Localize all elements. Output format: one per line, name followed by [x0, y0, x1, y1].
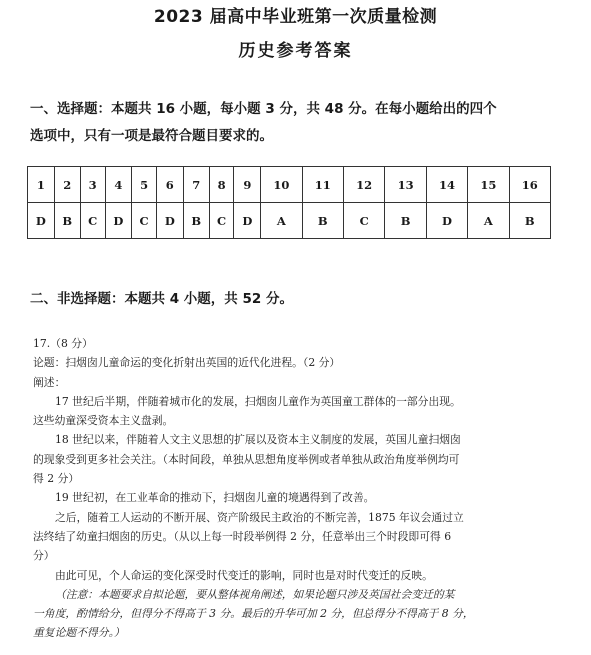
answer-letter: D — [28, 203, 55, 239]
question-number-row — [28, 167, 551, 203]
q17-paragraph-line: 17 世纪后半期，伴随着城市化的发展，扫烟囱儿童作为英国童工群体的一部分出现。 — [55, 394, 461, 408]
question-number: 9 — [234, 167, 261, 203]
q17-paragraph-line: 法终结了幼童扫烟囱的历史。（从以上每一时段举例得 2 分，任意举出三个时段即可得 6 — [33, 529, 452, 543]
q17-paragraph-line: 这些幼童深受资本主义盘剥。 — [33, 414, 174, 428]
answer-letter: B — [385, 203, 426, 239]
question-number: 14 — [426, 167, 467, 203]
question-number: 10 — [261, 167, 302, 203]
answer-letter: A — [468, 203, 509, 239]
q17-paragraph-line: 得 2 分） — [33, 472, 80, 486]
section1-heading-line2: 选项中，只有一项是最符合题目要求的。 — [30, 128, 273, 144]
q17-conclusion: 由此可见，个人命运的变化深受时代变迁的影响，同时也是对时代变迁的反映。 — [55, 568, 433, 582]
q17-note-line: （注意：本题要求自拟论题，要从整体视角阐述，如果论题只涉及英国社会变迁的某 — [55, 587, 455, 601]
question-number: 15 — [468, 167, 509, 203]
q17-thesis: 论题：扫烟囱儿童命运的变化折射出英国的近代化进程。（2 分） — [33, 356, 341, 370]
question-number: 13 — [385, 167, 426, 203]
answer-letter: C — [343, 203, 384, 239]
q17-paragraph-line: 之后，随着工人运动的不断开展、资产阶级民主政治的不断完善，1875 年议会通过立 — [55, 510, 464, 524]
question-number: 5 — [132, 167, 157, 203]
answer-letter: B — [302, 203, 343, 239]
section1-heading — [30, 96, 565, 150]
answer-table — [27, 166, 551, 239]
answer-row — [28, 203, 551, 239]
q17-answer — [33, 334, 558, 643]
answer-letter: C — [132, 203, 157, 239]
answer-letter: D — [234, 203, 261, 239]
q17-paragraph-line: 19 世纪初，在工业革命的推动下，扫烟囱儿童的境遇得到了改善。 — [55, 491, 375, 505]
answer-letter: D — [156, 203, 183, 239]
question-number: 3 — [80, 167, 105, 203]
question-number: 16 — [509, 167, 550, 203]
question-number: 1 — [28, 167, 55, 203]
answer-letter: B — [509, 203, 550, 239]
q17-note-line: 重复论题不得分。） — [33, 626, 125, 640]
question-number: 4 — [105, 167, 132, 203]
question-number: 7 — [183, 167, 209, 203]
answer-letter: C — [209, 203, 234, 239]
answer-letter: A — [261, 203, 302, 239]
answer-letter: D — [426, 203, 467, 239]
question-number: 11 — [302, 167, 343, 203]
section2-heading: 二、非选择题：本题共 4 小题，共 52 分。 — [30, 291, 293, 307]
q17-paragraph-line: 的现象受到更多社会关注。（本时间段，单独从思想角度举例或者单独从政治角度举例均可 — [33, 452, 460, 466]
answer-letter: C — [80, 203, 105, 239]
answer-letter: B — [54, 203, 80, 239]
q17-elaboration-label: 阐述： — [33, 375, 66, 389]
document-subtitle: 历史参考答案 — [238, 41, 353, 61]
q17-score: 17.（8 分） — [33, 337, 93, 350]
q17-paragraph-line: 18 世纪以来，伴随着人文主义思想的扩展以及资本主义制度的发展，英国儿童扫烟囱 — [55, 433, 461, 447]
answer-letter: B — [183, 203, 209, 239]
question-number: 2 — [54, 167, 80, 203]
q17-note-line: 一角度，酌情给分，但得分不得高于 3 分。最后的升华可加 2 分，但总得分不得高于 8 分， — [33, 607, 474, 621]
question-number: 12 — [343, 167, 384, 203]
q17-paragraph-line: 分） — [33, 549, 55, 563]
question-number: 8 — [209, 167, 234, 203]
section1-heading-line1: 一、选择题：本题共 16 小题，每小题 3 分，共 48 分。在每小题给出的四个 — [30, 101, 497, 117]
question-number: 6 — [156, 167, 183, 203]
answer-letter: D — [105, 203, 132, 239]
document-title: 2023 届高中毕业班第一次质量检测 — [153, 7, 438, 27]
